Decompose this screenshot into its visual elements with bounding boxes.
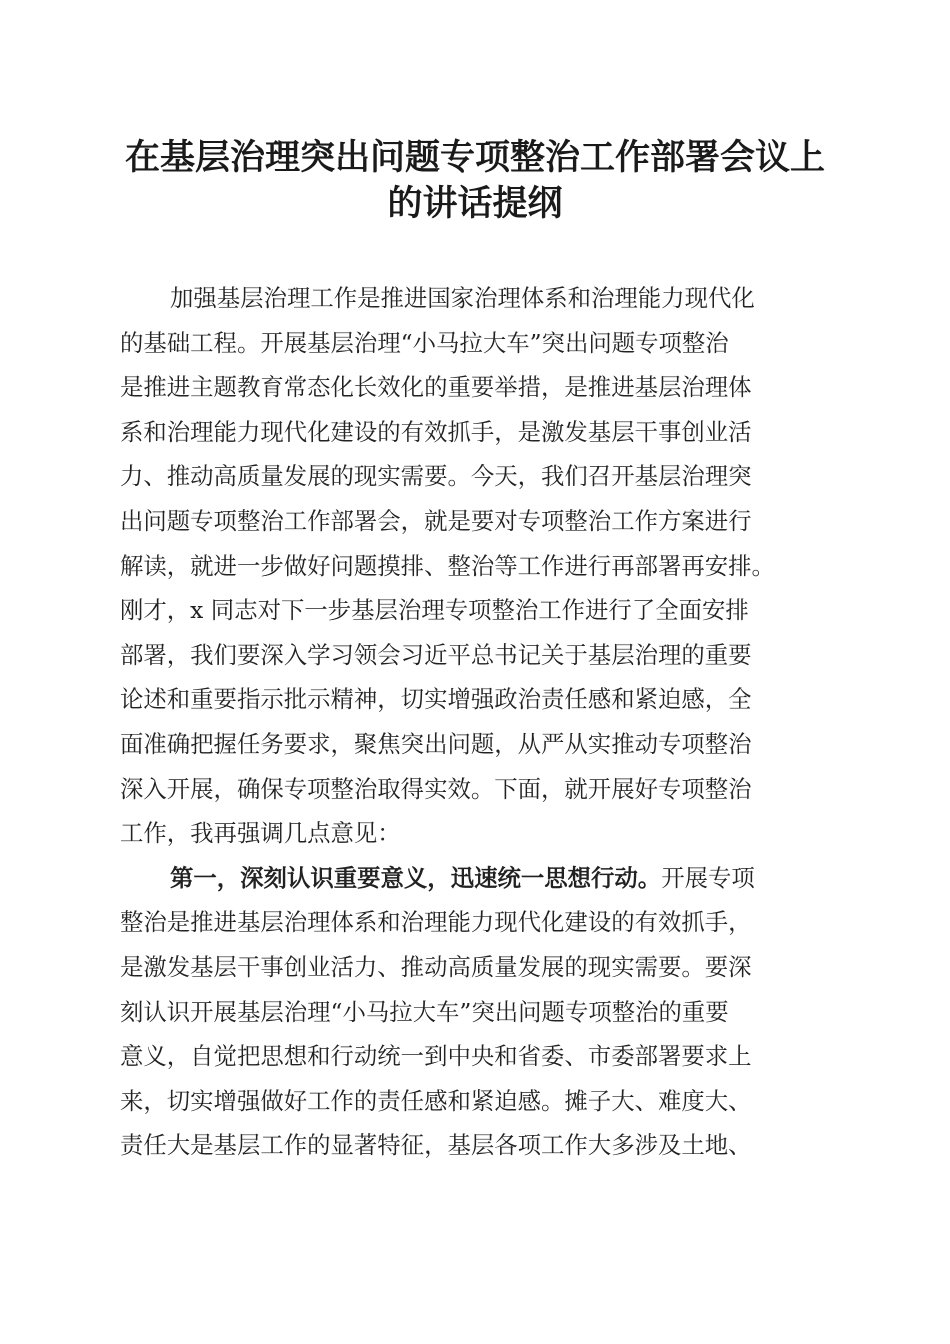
text-line: 是激发基层干事创业活力、推动高质量发展的现实需要。要深 <box>120 952 752 981</box>
paragraph-intro <box>120 276 840 856</box>
text-line: 面准确把握任务要求，聚焦突出问题，从严从实推动专项整治 <box>120 729 752 758</box>
text-line: 出问题专项整治工作部署会，就是要对专项整治工作方案进行 <box>120 506 752 535</box>
text-line <box>120 856 840 901</box>
document-title <box>100 135 850 227</box>
text-line: 深入开展，确保专项整治取得实效。下面，就开展好专项整治 <box>120 774 752 803</box>
text-line: 刚才，x 同志对下一步基层治理专项整治工作进行了全面安排 <box>120 596 749 625</box>
point-heading: 第一，深刻认识重要意义，迅速统一思想行动。 <box>170 863 662 892</box>
text-line: 来，切实增强做好工作的责任感和紧迫感。摊子大、难度大、 <box>120 1086 752 1115</box>
text-line: 意义，自觉把思想和行动统一到中央和省委、市委部署要求上 <box>120 1042 752 1071</box>
title-line-2: 的讲话提纲 <box>387 183 563 224</box>
text-line: 是推进主题教育常态化长效化的重要举措，是推进基层治理体 <box>120 373 752 402</box>
point-first-line-rest: 开展专项 <box>661 863 755 892</box>
text-line: 整治是推进基层治理体系和治理能力现代化建设的有效抓手， <box>120 908 752 937</box>
title-line-1: 在基层治理突出问题专项整治工作部署会议上 <box>124 137 825 178</box>
paragraph-point-one <box>120 856 840 1168</box>
text-line: 部署，我们要深入学习领会习近平总书记关于基层治理的重要 <box>120 640 752 669</box>
text-line: 系和治理能力现代化建设的有效抓手，是激发基层干事创业活 <box>120 417 752 446</box>
text-line: 解读，就进一步做好问题摸排、整治等工作进行再部署再安排。 <box>120 551 775 580</box>
document-body <box>120 276 840 1168</box>
text-line: 刻认识开展基层治理“小马拉大车”突出问题专项整治的重要 <box>120 997 729 1026</box>
text-line: 力、推动高质量发展的现实需要。今天，我们召开基层治理突 <box>120 462 752 491</box>
text-line: 工作，我再强调几点意见： <box>120 819 401 848</box>
text-line: 责任大是基层工作的显著特征，基层各项工作大多涉及土地、 <box>120 1131 752 1160</box>
text-line: 的基础工程。开展基层治理“小马拉大车”突出问题专项整治 <box>120 328 729 357</box>
text-line: 加强基层治理工作是推进国家治理体系和治理能力现代化 <box>170 284 755 312</box>
text-line: 论述和重要指示批示精神，切实增强政治责任感和紧迫感，全 <box>120 685 752 714</box>
